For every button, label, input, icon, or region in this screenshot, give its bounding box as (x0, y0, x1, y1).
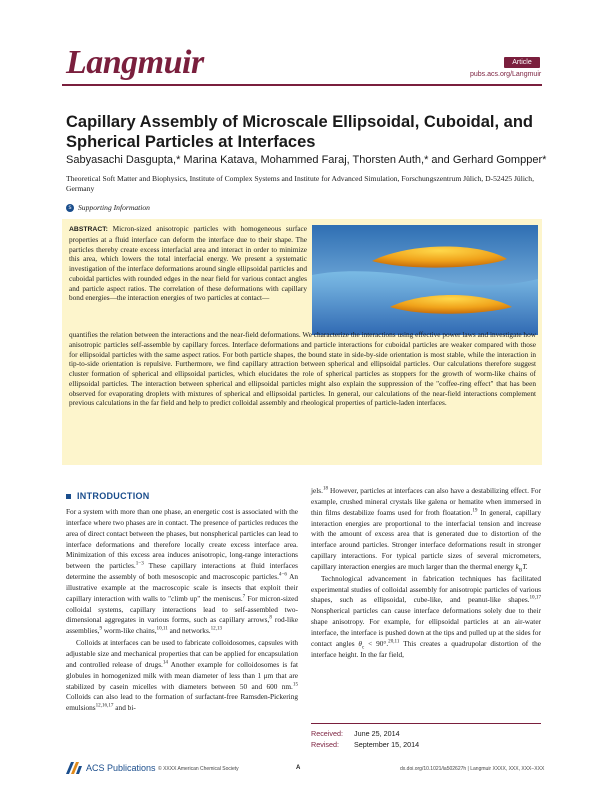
section-bullet-icon (66, 494, 71, 499)
doi-link[interactable]: dx.doi.org/10.1021/la502627h | Langmuir XXXX, XXX, XXX−XXX (400, 766, 545, 772)
supporting-info-label: Supporting Information (78, 203, 150, 212)
abstract-label: ABSTRACT: (69, 226, 108, 233)
toc-graphic (312, 225, 538, 335)
received-date-row (311, 728, 541, 739)
reference-link[interactable]: 18 (322, 485, 329, 492)
article-type-badge: Article (504, 57, 540, 68)
received-value: June 25, 2014 (354, 729, 400, 738)
reference-link[interactable]: 7 (242, 593, 246, 600)
header-divider (62, 84, 542, 86)
article-title: Capillary Assembly of Microscale Ellipsoidal, Cuboidal, and Spherical Particles at Interfaces (66, 113, 534, 151)
supporting-info-link[interactable] (66, 203, 150, 212)
reference-link[interactable]: 20,11 (388, 638, 400, 645)
introduction-heading-text: INTRODUCTION (77, 491, 150, 501)
copyright-notice: © XXXX American Chemical Society (158, 766, 239, 772)
abstract-lead-text (69, 224, 307, 303)
received-label: Received: (311, 729, 343, 738)
abstract-continued-text: quantifies the relation between the interactions and the near-field deformations. We characterize the interactions using effective power laws and investigate how anisotropic particles self-assemble by capillary forces. Interface deformations and particle interactions for cuboidal particles are weaker compared with those for ellipsoidal particles with the same aspect ratios. For both particle shapes, the bound state in side-by-side orientation is most stable, while the interaction in tip-to-side orientation is repulsive. Furthermore, we find capillary attraction between spherical and ellipsoidal particles. Our calculations therefore suggest cluster formation of spherical and ellipsoidal particles, which elucidates the role of spherical particles as stoppers for the growth of worm-like chains of ellipsoidal particles. The interaction between spherical and ellipsoidal particles might also explain the suppression of the "coffee-ring effect" that has been observed for evaporating droplets with mixtures of spherical and ellipsoidal particles. In general, our calculations of the near-field interactions complement previous calculations in the far field and help to predict colloidal assembly and rheological properties of particle-laden interfaces. (69, 330, 536, 408)
introduction-heading (66, 491, 150, 501)
acs-publications-logo (66, 762, 156, 774)
intro-left-column (66, 507, 298, 714)
affiliation: Theoretical Soft Matter and Biophysics, Institute of Complex Systems and Institute for Advanced Simulation, Forschungszentrum Jülich, D-52425 Jülich, Germany (66, 174, 535, 193)
reference-link[interactable]: 19 (472, 507, 478, 514)
reference-link[interactable]: 12,13 (210, 625, 223, 632)
reference-link[interactable]: 10,11 (156, 625, 168, 632)
publisher-name: ACS Publications (86, 763, 156, 773)
abstract-lead-body: Micron-sized anisotropic particles with homogeneous surface properties at a fluid interface can deform the interface due to their shape. The particles thereby create excess interfacial area and interact in order to minimize this area, which lowers the total interfacial energy. We present a systematic investigation of the interface deformations around single ellipsoidal particles and cuboidal particles with rounded edges in the near field for various contact angles and particle aspect ratios. The correlation of these deformations with capillary bond energies—the interaction energies of two particles at contact— (69, 224, 307, 303)
acs-logo-icon (66, 762, 82, 774)
reference-link[interactable]: 1−3 (135, 560, 144, 567)
intro-paragraph-4: Technological advancement in fabrication techniques has facilitated experimental studies of colloidal assembly for anisotropic particles of various shapes, such as ellipsoidal, cube-like, and peanut-like shapes.$^{10,17}$ Nonspherical particles can cause interface deformations solely due to their shape anisotropy. For example, for ellipsoidal particles at an air-water interface, the interface is pushed down at the tips and pulled up at the sides for contact angles $\theta_c < 90^\circ.^{20,11}$ This creates a quadrupolar distortion of the interface height. In the far field, (311, 573, 542, 659)
reference-link[interactable]: 12,16,17 (95, 702, 114, 709)
author-list: Sabyasachi Dasgupta,* Marina Katava, Mohammed Faraj, Thorsten Auth,* and Gerhard Gompper* (66, 154, 547, 166)
reference-link[interactable]: 4−6 (278, 571, 287, 578)
intro-paragraph-2: Colloids at interfaces can be used to fabricate colloidosomes, capsules with adjustable size and mechanical properties that can be applied for encapsulation and controlled release of drugs.$^{14}$ Another example for colloidosomes is fat globules in homogenized milk with mean diameter of less than 1 μm that are stabilized by casein micelles with diameters between 50 and 600 nm.$^{15}$ Colloids can also lead to the formation of surfactant-free Ramsden-Pickering emulsions$^{12,16,17}$ and bi- (66, 638, 298, 713)
revised-date-row (311, 739, 541, 750)
intro-paragraph-3: jels.$^{18}$ However, particles at interfaces can also have a destabilizing effect. For example, crushed mineral crystals like galena or hematite when immersed in thin films destabilize foams used for froth floatation.$^{19}$ In general, capillary interaction energies are proportional to the interfacial tension and increase with the amount of excess area that is generated due to distortion of the interface around particles. Stronger interface deformations result in stronger capillary interactions. For typical particle sizes of several micrometers, capillary interaction energies are much larger than the thermal energy $k_BT$. (311, 485, 541, 574)
page-number: A (296, 765, 301, 771)
publication-dates (311, 723, 541, 750)
reference-link[interactable]: 10,17 (529, 595, 541, 602)
journal-url-link[interactable]: pubs.acs.org/Langmuir (470, 71, 542, 78)
reference-link[interactable]: 9 (99, 625, 103, 632)
revised-value: September 15, 2014 (354, 740, 420, 749)
reference-link[interactable]: 14 (162, 659, 168, 666)
intro-right-column (311, 486, 541, 661)
journal-logo: Langmuir (66, 44, 204, 81)
supporting-info-icon: s (66, 204, 74, 212)
revised-label: Revised: (311, 740, 339, 749)
intro-paragraph-1: For a system with more than one phase, an energetic cost is associated with the interface where two phases are in contact. The presence of particles reduces the area of direct contact between the phases, but nonspherical particles can lead to interface deformations and therefore locally create excess interface area. Minimization of this excess area induces anisotropic, long-range interactions between the particles.$^{1-3}$ These capillary interactions at fluid interfaces determine the assembly of both mesoscopic and macroscopic particles.$^{4-6}$ An illustrative example at the macroscopic scale is insects that exploit their capillary interaction with walls to "climb up" the meniscus.$^7$ For micron-sized colloidal systems, capillary interactions lead to self-assembled two-dimensional aggregates in various forms, such as capillary arrows,$^8$ rod-like assemblies,$^9$ worm-like chains,$^{10,11}$ and networks.$^{12,13}$ (66, 507, 298, 636)
reference-link[interactable]: 8 (269, 615, 272, 622)
reference-link[interactable]: 15 (292, 681, 298, 688)
